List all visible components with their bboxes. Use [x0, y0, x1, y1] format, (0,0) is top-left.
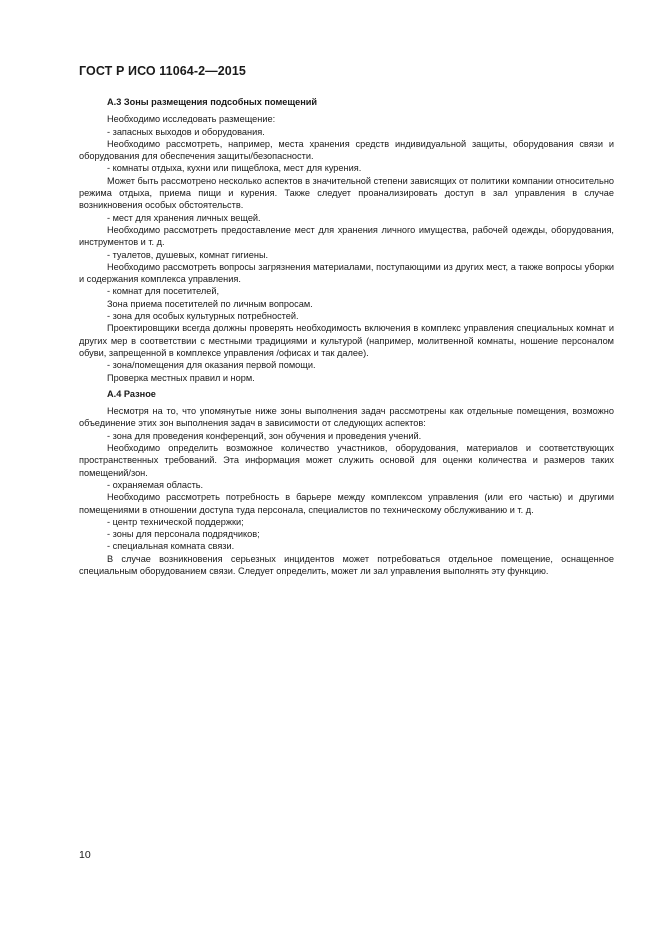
list-item: - зона для особых культурных потребностей.	[107, 311, 299, 322]
paragraph: Необходимо рассмотреть, например, места хранения средств индивидуальной защиты, оборудования связи и оборудования для обеспечения защиты/безопасности.	[79, 138, 614, 162]
page-number: 10	[79, 849, 91, 861]
paragraph: В случае возникновения серьезных инцидентов может потребоваться отдельное помещение, оснащенное специальным оборудованием связи. Следует определить, может ли зал управления выполнять эту функцию.	[79, 553, 614, 576]
paragraph: Необходимо рассмотреть предоставление мест для хранения личного имущества, рабочей одежды, оборудования, инструментов и т. д.	[79, 224, 614, 248]
list-item: - центр технической поддержки;	[107, 516, 244, 527]
list-item: - зона/помещения для оказания первой помощи.	[107, 360, 316, 371]
document-header: ГОСТ Р ИСО 11064-2—2015	[79, 64, 246, 78]
section-heading-a4: А.4 Разное	[107, 388, 156, 399]
list-item: - специальная комната связи.	[107, 541, 235, 552]
list-item: - охраняемая область.	[107, 479, 204, 490]
paragraph: Зона приема посетителей по личным вопросам.	[107, 298, 313, 309]
paragraph: Необходимо рассмотреть потребность в барьере между комплексом управления (или его частью) и другими помещениями в отношении доступа туда персонала, специалистов по техническому обслуживанию и т. д.	[79, 492, 614, 515]
list-item: - зоны для персонала подрядчиков;	[107, 529, 260, 540]
paragraph: Необходимо рассмотреть вопросы загрязнения материалами, поступающими из других мест, а также вопросы уборки и содержания комплекса управления.	[79, 261, 614, 285]
list-item: - туалетов, душевых, комнат гигиены.	[107, 249, 269, 260]
list-item: - мест для хранения личных вещей.	[107, 212, 261, 223]
paragraph: Проектировщики всегда должны проверять необходимость включения в комплекс управления специальных комнат и других мер в соответствии с местными традициями и культурой (например, молитвенной комнаты, ношение персоналом обуви, запрещенной в комплексе управления /офисах и так далее).	[79, 323, 614, 358]
document-body	[79, 96, 614, 577]
list-item: - зона для проведения конференций, зон обучения и проведения учений.	[107, 430, 422, 441]
list-item: - запасных выходов и оборудования.	[107, 126, 265, 137]
paragraph: Проверка местных правил и норм.	[107, 372, 255, 383]
list-item: - комнаты отдыха, кухни или пищеблока, мест для курения.	[107, 163, 362, 174]
paragraph: Необходимо определить возможное количество участников, оборудования, материалов и соответствующих пространственных требований. Эта информация может служить основой для оценки количества и размеров таких помещений/зон.	[79, 443, 614, 478]
paragraph: Несмотря на то, что упомянутые ниже зоны выполнения задач рассмотрены как отдельные помещения, возможно объединение этих зон выполнения задач в зависимости от следующих аспектов:	[79, 406, 614, 429]
paragraph: Необходимо исследовать размещение:	[107, 114, 276, 125]
list-item: - комнат для посетителей,	[107, 286, 220, 297]
section-heading-a3: А.3 Зоны размещения подсобных помещений	[107, 97, 318, 107]
paragraph: Может быть рассмотрено несколько аспектов в значительной степени зависящих от политики компании относительно режима отдыха, приема пищи и курения. Также следует проанализировать доступ в зал управления в случае возникновения особых обстоятельств.	[79, 175, 614, 211]
